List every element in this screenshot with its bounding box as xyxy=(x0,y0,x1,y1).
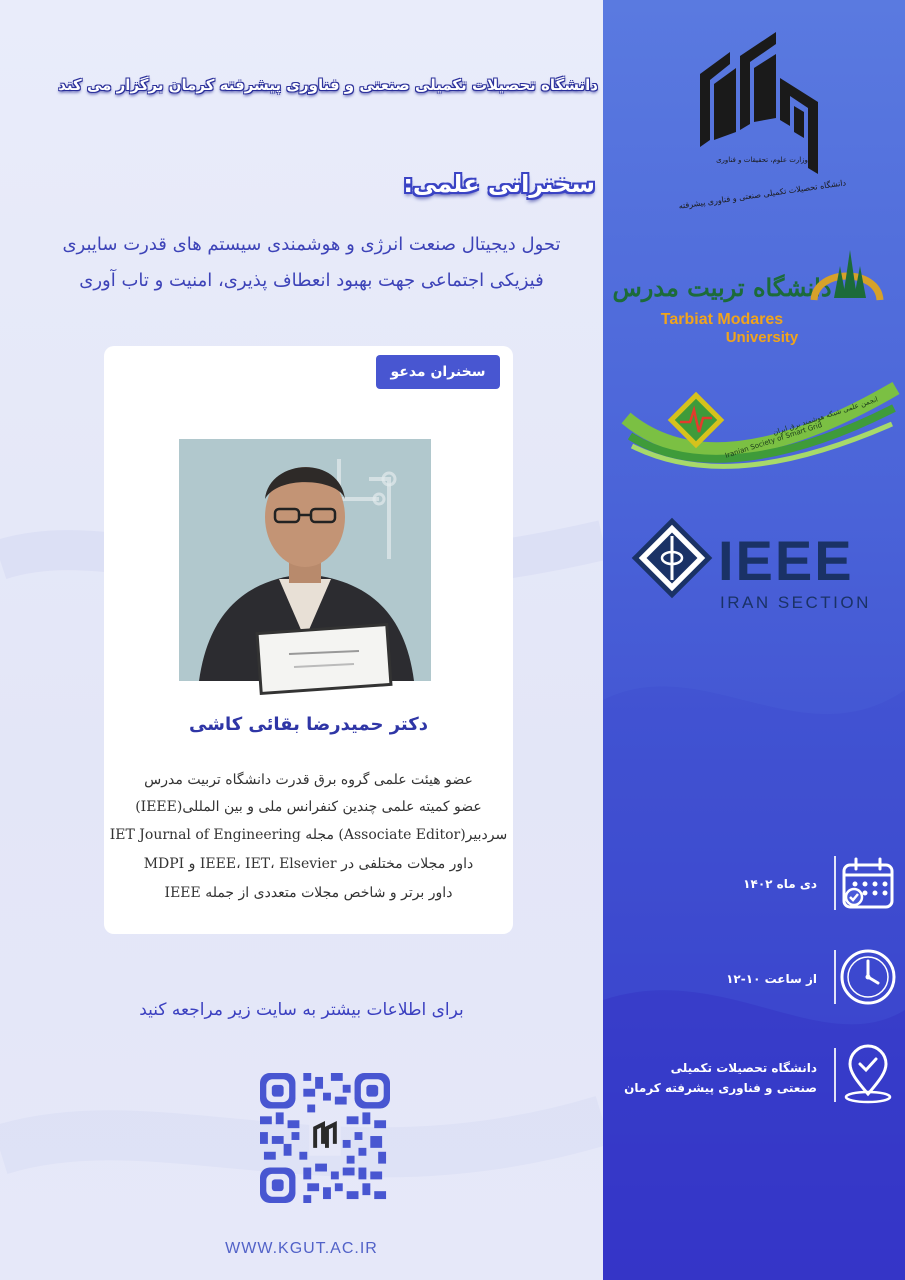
invited-speaker-badge: سخنران مدعو xyxy=(376,355,500,389)
tmu-logo xyxy=(612,238,884,350)
lecture-topic-line-1: تحول دیجیتال صنعت انرژی و هوشمندی سیستم های قدرت سایبری xyxy=(62,234,561,255)
lecture-topic-line-2: فیزیکی اجتماعی جهت بهبود انعطاف پذیری، امنیت و تاب آوری xyxy=(79,270,544,291)
calendar-icon xyxy=(838,853,898,913)
speaker-bio-line: عضو کمیته علمی چندین کنفرانس ملی و بین المللی(IEEE) xyxy=(135,799,482,815)
issg-name-en: Iranian Society of Smart Grid xyxy=(724,420,824,460)
speaker-photo xyxy=(179,439,431,681)
tmu-name-fa: دانشگاه تربیت مدرس xyxy=(612,273,832,302)
kgut-caption-2: دانشگاه تحصیلات تکمیلی صنعتی و فناوری پیشرفته xyxy=(678,178,847,211)
issg-logo xyxy=(626,388,896,478)
ieee-iran-section: IRAN SECTION xyxy=(720,593,871,612)
kgut-caption-1: وزارت علوم، تحقیقات و فناوری xyxy=(716,156,808,164)
event-time: از ساعت ۱۰-۱۲ xyxy=(726,972,817,986)
kgut-logo xyxy=(678,22,847,211)
speaker-card xyxy=(104,346,513,934)
qr-code[interactable] xyxy=(259,1073,391,1203)
organizer-heading: دانشگاه تحصیلات تکمیلی صنعتی و فناوری پیشرفته کرمان برگزار می کند xyxy=(58,76,598,94)
date-divider xyxy=(834,856,836,910)
event-date: دی ماه ۱۴۰۲ xyxy=(743,877,817,891)
location-divider xyxy=(834,1048,836,1102)
clock-icon xyxy=(838,947,898,1007)
speaker-name: دکتر حمیدرضا بقائی کاشی xyxy=(189,714,428,735)
speaker-bio-line: داور برتر و شاخص مجلات متعددی از جمله IEEE xyxy=(164,885,453,901)
event-location xyxy=(624,1058,817,1098)
speaker-portrait-image xyxy=(179,439,431,681)
event-location-line-2: صنعتی و فناوری پیشرفته کرمان xyxy=(624,1081,817,1095)
ieee-wordmark: IEEE xyxy=(718,529,854,592)
tmu-name-en-1: Tarbiat Modares xyxy=(660,311,784,328)
location-icon xyxy=(838,1044,898,1104)
time-divider xyxy=(834,950,836,1004)
more-info-text: برای اطلاعات بیشتر به سایت زیر مراجعه کنید xyxy=(139,1000,464,1020)
event-location-line-1: دانشگاه تحصیلات تکمیلی xyxy=(670,1061,817,1075)
speaker-bio-line: عضو هیئت علمی گروه برق قدرت دانشگاه تربیت مدرس xyxy=(144,772,473,788)
speaker-bio-line: داور مجلات مختلفی در IEEE، IET، Elsevier و MDPI xyxy=(143,856,474,872)
speaker-bio-line: سردبیر(Associate Editor) مجله IET Journal of Engineering xyxy=(109,827,508,843)
issg-name-fa: انجمن علمی شبکه هوشمند برق ایران xyxy=(771,395,879,437)
ieee-logo xyxy=(636,522,888,614)
website-url[interactable]: WWW.KGUT.AC.IR xyxy=(225,1240,378,1257)
tmu-name-en-2: University xyxy=(725,329,799,346)
lecture-label: سخنرانی علمی: xyxy=(403,170,595,198)
